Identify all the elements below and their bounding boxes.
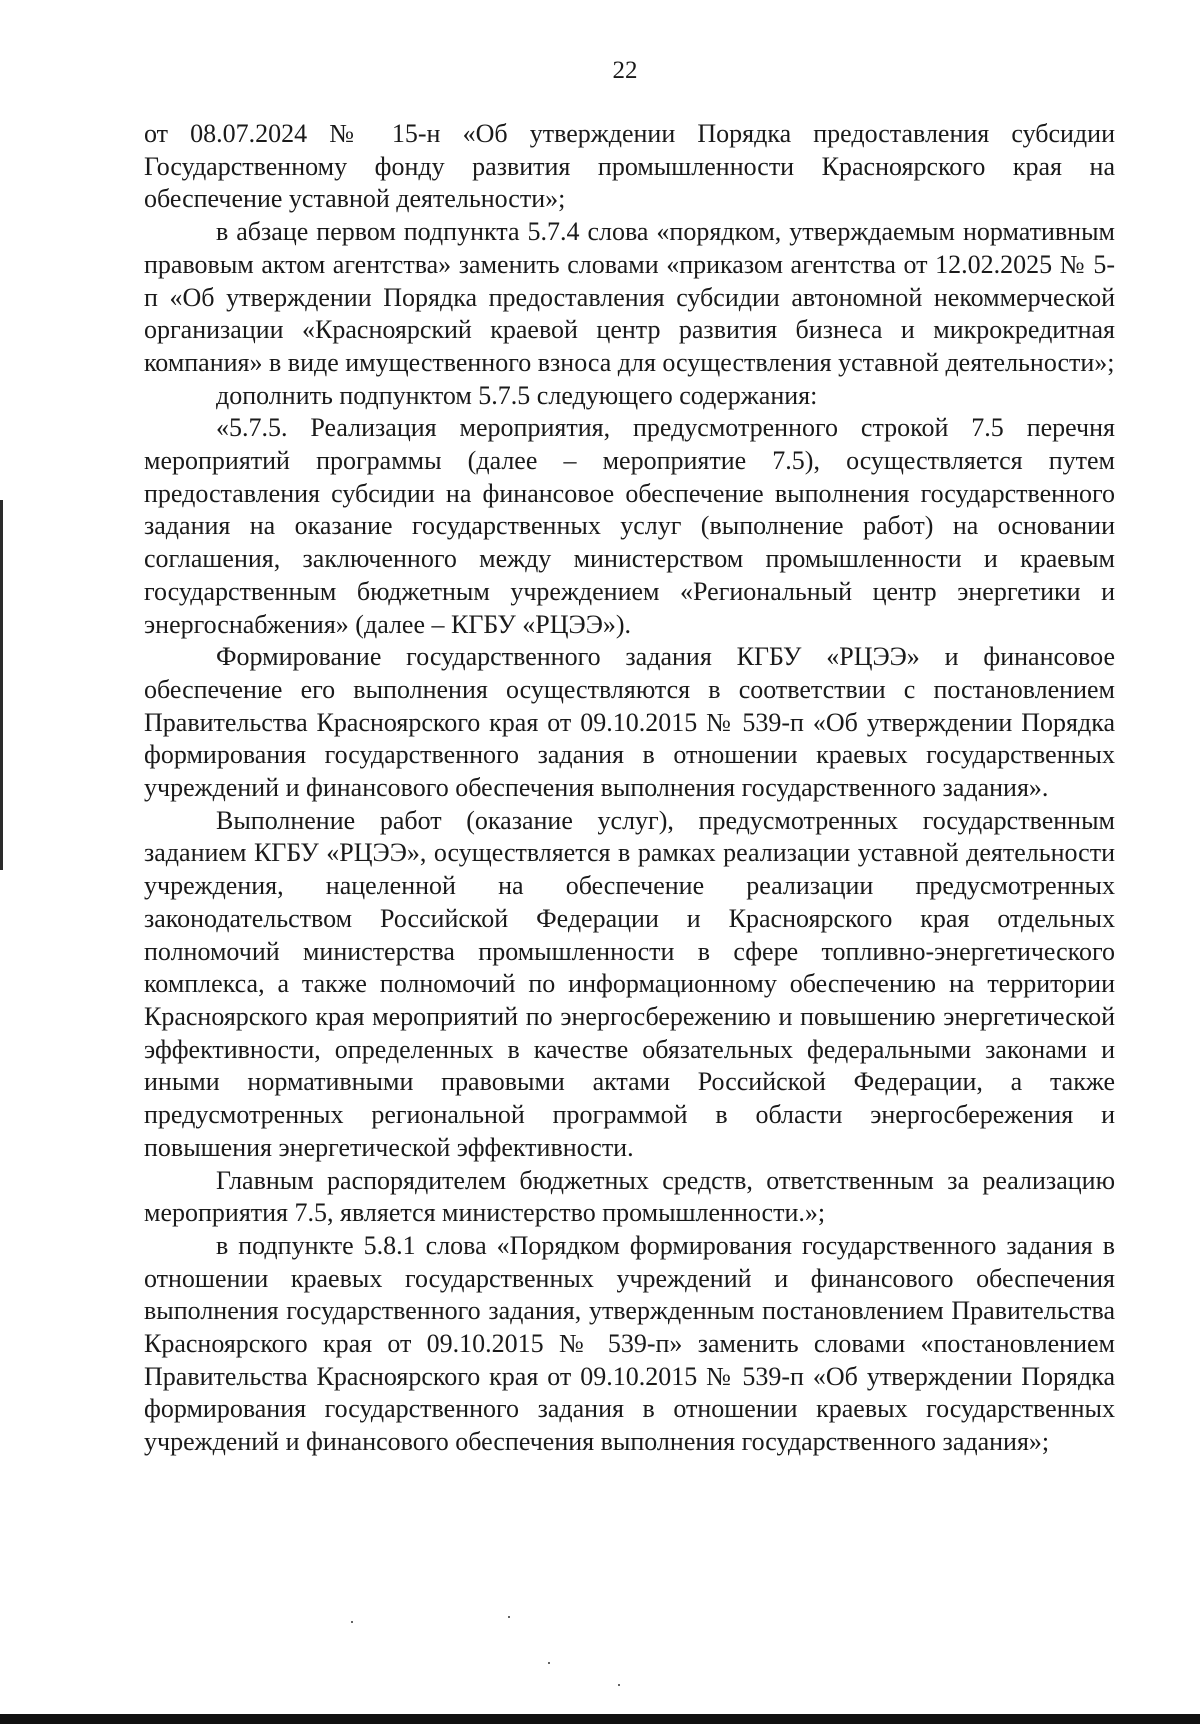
scan-speck — [351, 1621, 353, 1623]
paragraph-add-subitem: дополнить подпунктом 5.7.5 следующего содержания: — [216, 380, 818, 410]
paragraph-state-assignment: Формирование государственного задания КГБУ «РЦЭЭ» и финансовое обеспечение его выполнения осуществляются в соответствии с постановлением Правительства Красноярского края от 09.10.2015 № 539-п «Об утверждении Порядка формирования государственного задания в отношении краевых государственных учреждений и финансового обеспечения выполнения государственного задания». — [144, 642, 1115, 803]
paragraph-subitem-5-8-1: в подпункте 5.8.1 слова «Порядком формирования государственного задания в отношении краевых государственных учреждений и финансового обеспечения выполнения государственного задания, утвержденным постановлением Правительства Красноярского края от 09.10.2015 № 539-п» заменить словами «постановлением Правительства Красноярского края от 09.10.2015 № 539-п «Об утверждении Порядка формирования государственного задания в отношении краевых государственных учреждений и финансового обеспечения выполнения государственного задания»; — [144, 1230, 1115, 1457]
scan-speck — [548, 1662, 550, 1664]
paragraph-subitem-5-7-5: «5.7.5. Реализация мероприятия, предусмотренного строкой 7.5 перечня мероприятий программы (далее – мероприятие 7.5), осуществляется путем предоставления субсидии на финансовое обеспечение выполнения государственного задания на оказание государственных услуг (выполнение работ) на основании соглашения, заключенного между министерством промышленности и краевым государственным бюджетным учреждением «Региональный центр энергетики и энергоснабжения» (далее – КГБУ «РЦЭЭ»). — [144, 413, 1115, 639]
scan-speck — [618, 1684, 620, 1686]
scan-speck — [508, 1616, 510, 1618]
page-number: 22 — [612, 57, 638, 84]
paragraph-works-execution: Выполнение работ (оказание услуг), предусмотренных государственным заданием КГБУ «РЦЭЭ», осуществляется в рамках реализации уставной деятельности учреждения, нацеленной на обеспечение реализации предусмотренных законодательством Российской Федерации и Красноярского края отдельных полномочий министерства промышленности в сфере топливно-энергетического комплекса, а также полномочий по информационному обеспечению на территории Красноярского края мероприятий по энергосбережению и повышению энергетической эффективности, определенных в качестве обязательных федеральными законами и иными нормативными правовыми актами Российской Федерации, а также предусмотренных региональной программой в области энергосбережения и повышения энергетической эффективности. — [144, 805, 1115, 1162]
document-body — [144, 118, 1115, 1459]
paragraph-order-reference: от 08.07.2024 № 15-н «Об утверждении Порядка предоставления субсидии Государственному фонду развития промышленности Красноярского края на обеспечение уставной деятельности»; — [144, 119, 1115, 214]
paragraph-budget-manager: Главным распорядителем бюджетных средств, ответственным за реализацию мероприятия 7.5, является министерство промышленности.»; — [144, 1165, 1115, 1228]
paragraph-subitem-5-7-4: в абзаце первом подпункта 5.7.4 слова «порядком, утверждаемым нормативным правовым актом агентства» заменить словами «приказом агентства от 12.02.2025 № 5-п «Об утверждении Порядка предоставления субсидии автономной некоммерческой организации «Красноярский краевой центр развития бизнеса и микрокредитная компания» в виде имущественного взноса для осуществления уставной деятельности»; — [144, 217, 1115, 377]
scan-left-edge-mark — [0, 500, 3, 870]
scan-bottom-edge — [0, 1714, 1200, 1724]
